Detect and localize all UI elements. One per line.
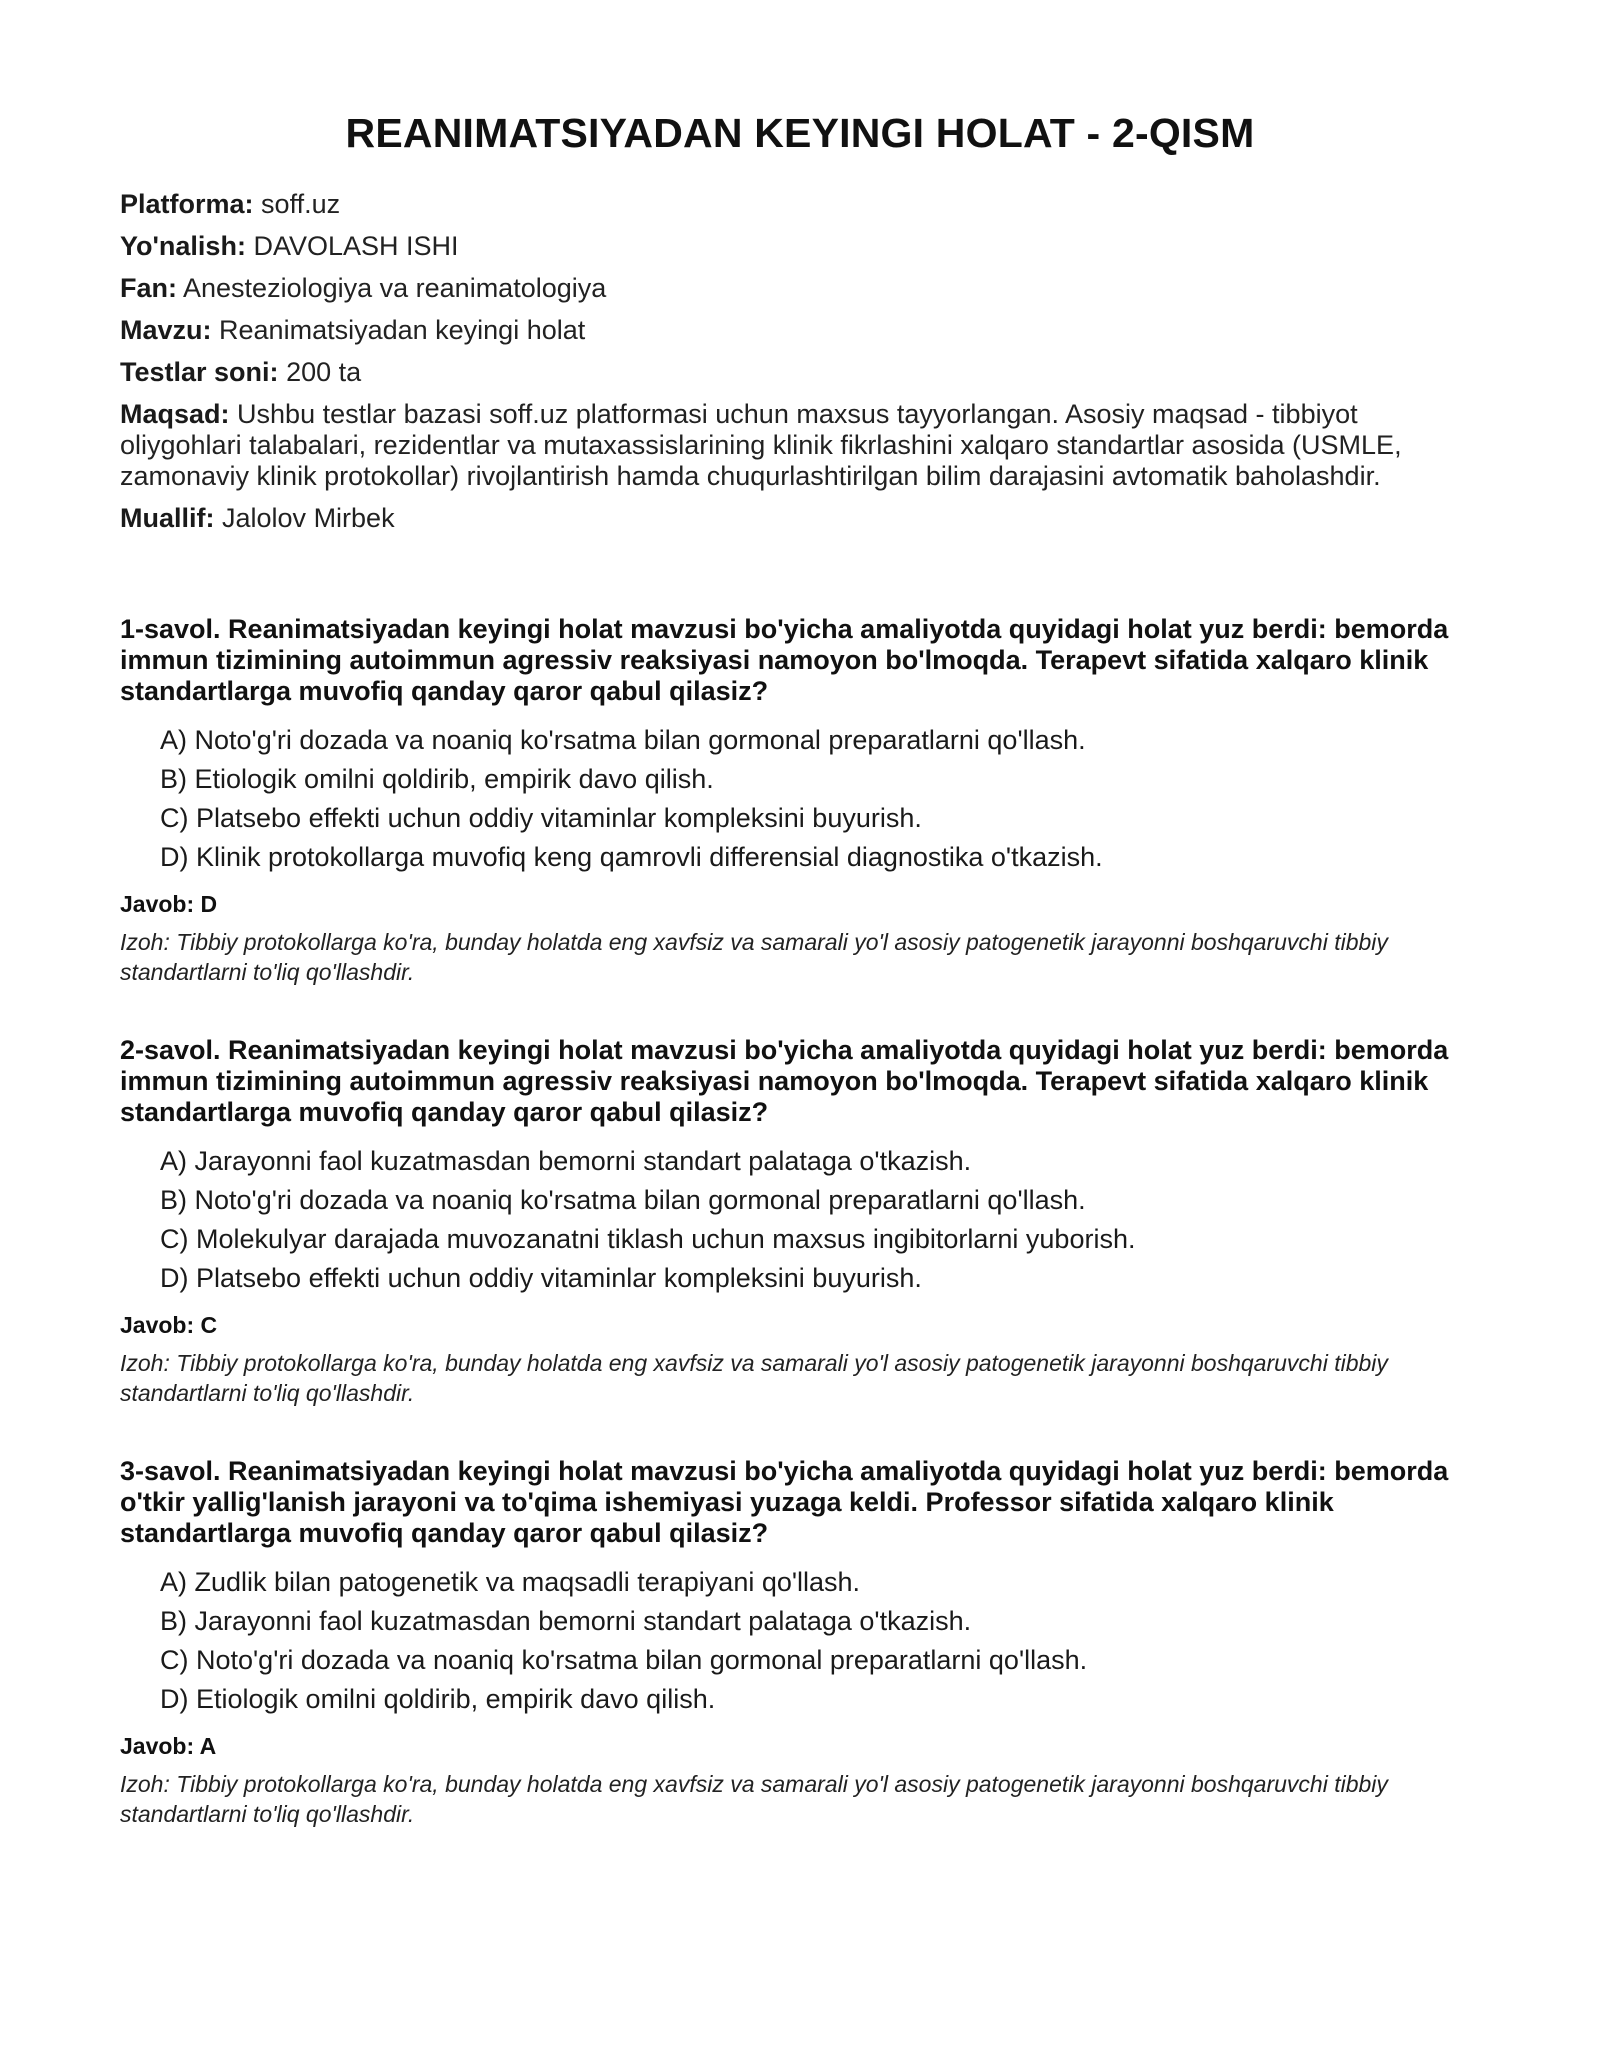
metadata-section bbox=[120, 189, 1480, 534]
meta-label: Mavzu: bbox=[120, 315, 212, 345]
meta-value: Anesteziologiya va reanimatologiya bbox=[183, 273, 607, 303]
answer-options bbox=[120, 1563, 1480, 1719]
meta-value: Reanimatsiyadan keyingi holat bbox=[219, 315, 586, 345]
document-page bbox=[120, 110, 1480, 1877]
meta-label: Yo'nalish: bbox=[120, 231, 246, 261]
correct-answer: Javob: A bbox=[120, 1733, 217, 1759]
option-d: D) Etiologik omilni qoldirib, empirik davo qilish. bbox=[160, 1684, 716, 1714]
meta-label: Testlar soni: bbox=[120, 357, 279, 387]
option-c: C) Noto'g'ri dozada va noaniq ko'rsatma bilan gormonal preparatlarni qo'llash. bbox=[160, 1645, 1088, 1675]
option-c: C) Platsebo effekti uchun oddiy vitaminlar kompleksini buyurish. bbox=[160, 803, 922, 833]
meta-value: soff.uz bbox=[261, 189, 341, 219]
question-1 bbox=[120, 614, 1480, 987]
meta-subject bbox=[120, 273, 1480, 304]
option-a: A) Jarayonni faol kuzatmasdan bemorni standart palataga o'tkazish. bbox=[160, 1146, 972, 1176]
option-c: C) Molekulyar darajada muvozanatni tiklash uchun maxsus ingibitorlarni yuborish. bbox=[160, 1224, 1136, 1254]
question-text: 3-savol. Reanimatsiyadan keyingi holat mavzusi bo'yicha amaliyotda quyidagi holat yuz berdi: bemorda o'tkir yallig'lanish jarayoni va to'qima ishemiyasi yuzaga keldi. Professor sifatida xalqaro klinik standartlarga muvofiq qanday qaror qabul qilasiz? bbox=[120, 1456, 1449, 1548]
option-a: A) Zudlik bilan patogenetik va maqsadli terapiyani qo'llash. bbox=[160, 1567, 861, 1597]
meta-test-count bbox=[120, 357, 1480, 388]
questions-section bbox=[120, 614, 1480, 1829]
question-2 bbox=[120, 1035, 1480, 1408]
meta-value: Jalolov Mirbek bbox=[222, 503, 395, 533]
document-title: REANIMATSIYADAN KEYINGI HOLAT - 2-QISM bbox=[345, 110, 1255, 156]
option-b: B) Etiologik omilni qoldirib, empirik davo qilish. bbox=[160, 764, 714, 794]
option-d: D) Platsebo effekti uchun oddiy vitaminlar kompleksini buyurish. bbox=[160, 1263, 922, 1293]
question-text: 2-savol. Reanimatsiyadan keyingi holat mavzusi bo'yicha amaliyotda quyidagi holat yuz berdi: bemorda immun tizimining autoimmun agressiv reaksiyasi namoyon bo'lmoqda. Terapevt sifatida xalqaro klinik standartlarga muvofiq qanday qaror qabul qilasiz? bbox=[120, 1035, 1449, 1127]
question-3 bbox=[120, 1456, 1480, 1829]
answer-options bbox=[120, 1142, 1480, 1298]
correct-answer: Javob: D bbox=[120, 891, 218, 917]
meta-value: DAVOLASH ISHI bbox=[253, 231, 459, 261]
question-text: 1-savol. Reanimatsiyadan keyingi holat mavzusi bo'yicha amaliyotda quyidagi holat yuz berdi: bemorda immun tizimining autoimmun agressiv reaksiyasi namoyon bo'lmoqda. Terapevt sifatida xalqaro klinik standartlarga muvofiq qanday qaror qabul qilasiz? bbox=[120, 614, 1449, 706]
option-d: D) Klinik protokollarga muvofiq keng qamrovli differensial diagnostika o'tkazish. bbox=[160, 842, 1103, 872]
meta-purpose bbox=[120, 399, 1480, 492]
explanation: Izoh: Tibbiy protokollarga ko'ra, bunday holatda eng xavfsiz va samarali yo'l asosiy patogenetik jarayonni boshqaruvchi tibbiy standartlarni to'liq qo'llashdir. bbox=[120, 1771, 1388, 1827]
explanation: Izoh: Tibbiy protokollarga ko'ra, bunday holatda eng xavfsiz va samarali yo'l asosiy patogenetik jarayonni boshqaruvchi tibbiy standartlarni to'liq qo'llashdir. bbox=[120, 929, 1388, 985]
option-b: B) Jarayonni faol kuzatmasdan bemorni standart palataga o'tkazish. bbox=[160, 1606, 972, 1636]
correct-answer: Javob: C bbox=[120, 1312, 218, 1338]
explanation: Izoh: Tibbiy protokollarga ko'ra, bunday holatda eng xavfsiz va samarali yo'l asosiy patogenetik jarayonni boshqaruvchi tibbiy standartlarni to'liq qo'llashdir. bbox=[120, 1350, 1388, 1406]
meta-value: Ushbu testlar bazasi soff.uz platformasi uchun maxsus tayyorlangan. Asosiy maqsad - tibbiyot oliygohlari talabalari, rezidentlar va mutaxassislarining klinik fikrlashini xalqaro standartlar asosida (USMLE, zamonaviy klinik protokollar) rivojlantirish hamda chuqurlashtirilgan bilim darajasini avtomatik baholashdir. bbox=[120, 399, 1402, 491]
meta-topic bbox=[120, 315, 1480, 346]
meta-label: Maqsad: bbox=[120, 399, 230, 429]
option-a: A) Noto'g'ri dozada va noaniq ko'rsatma bilan gormonal preparatlarni qo'llash. bbox=[160, 725, 1086, 755]
meta-value: 200 ta bbox=[286, 357, 362, 387]
meta-label: Muallif: bbox=[120, 503, 215, 533]
meta-label: Platforma: bbox=[120, 189, 254, 219]
meta-label: Fan: bbox=[120, 273, 177, 303]
option-b: B) Noto'g'ri dozada va noaniq ko'rsatma bilan gormonal preparatlarni qo'llash. bbox=[160, 1185, 1086, 1215]
answer-options bbox=[120, 721, 1480, 877]
meta-direction bbox=[120, 231, 1480, 262]
meta-platform bbox=[120, 189, 1480, 220]
meta-author bbox=[120, 503, 1480, 534]
